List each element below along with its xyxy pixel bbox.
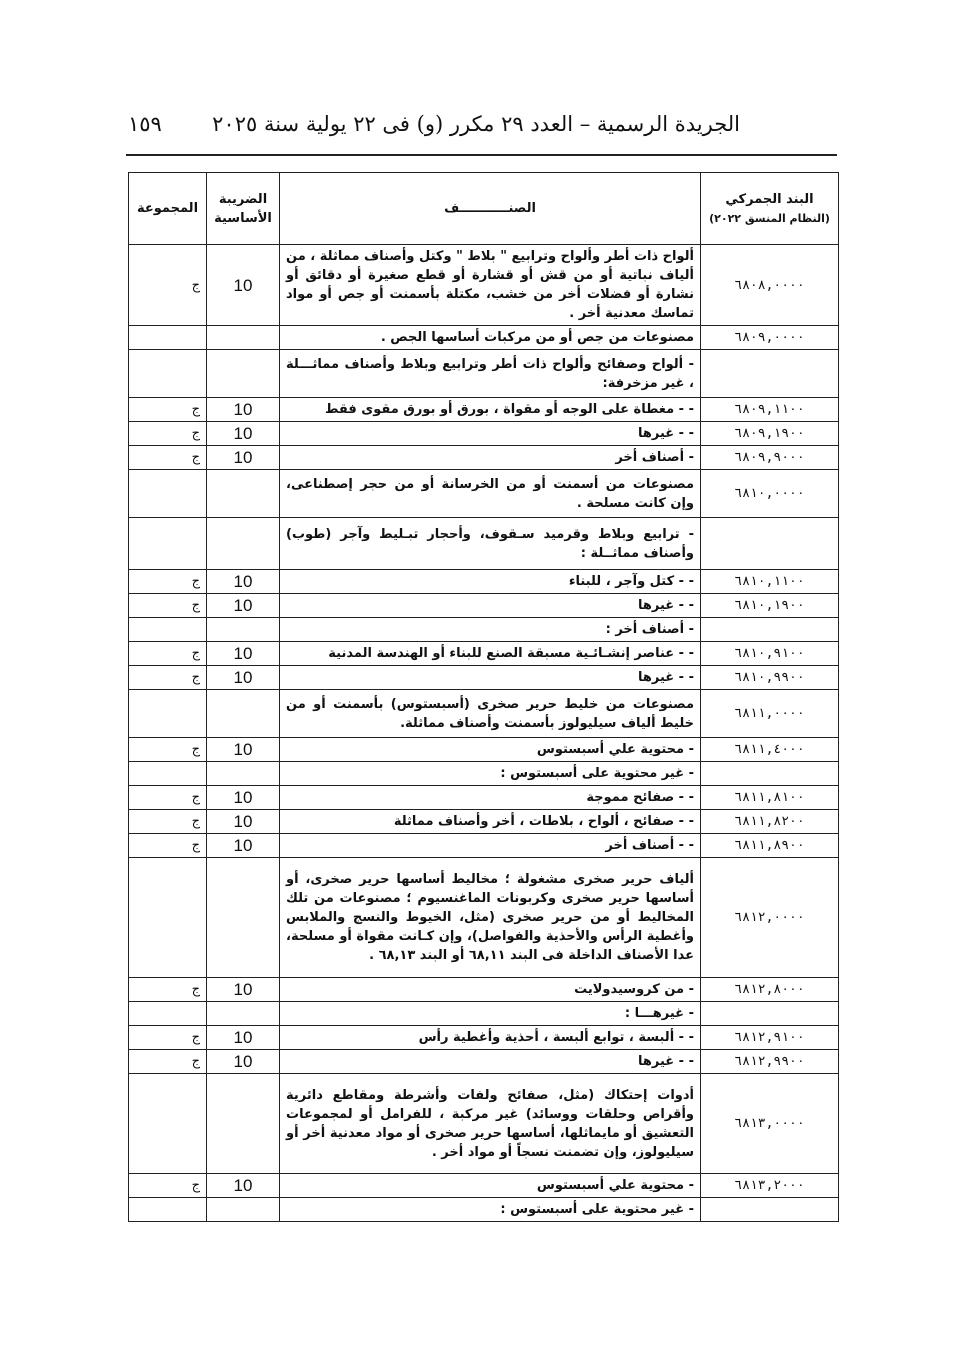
tariff-code: ٦٨١١,٨٩٠٠ bbox=[701, 834, 839, 858]
basic-duty: 10 bbox=[207, 1026, 280, 1050]
tariff-code: ٦٨٠٨,٠٠٠٠ bbox=[701, 245, 839, 326]
item-description: - غيرهـــا : bbox=[280, 1002, 701, 1026]
group-code: ج bbox=[129, 810, 207, 834]
tariff-code: ٦٨١٣,٢٠٠٠ bbox=[701, 1174, 839, 1198]
group-code: ج bbox=[129, 834, 207, 858]
basic-duty: 10 bbox=[207, 398, 280, 422]
table-row bbox=[129, 666, 839, 690]
group-code: ج bbox=[129, 786, 207, 810]
table-row bbox=[129, 762, 839, 786]
basic-duty: 10 bbox=[207, 422, 280, 446]
header-group: المجموعة bbox=[129, 173, 207, 245]
basic-duty: 10 bbox=[207, 810, 280, 834]
header-duty-line1: الضريبة bbox=[218, 191, 268, 207]
table-row bbox=[129, 1198, 839, 1222]
group-code: ج bbox=[129, 1174, 207, 1198]
item-description: أدوات إحتكاك (مثل، صفائح ولفات وأشرطة ومقاطع دائرية وأقراص وحلقات ووسائد) غير مركبة ، للفرامل أو لمجموعات التعشيق أو مايماثلها، أساسها حرير صخرى أو مواد معدنية أخر أو سيليولوز، وإن تضمنت نسجاً أو مواد أخر . bbox=[280, 1074, 701, 1174]
tariff-code: ٦٨١٢,٩١٠٠ bbox=[701, 1026, 839, 1050]
basic-duty: 10 bbox=[207, 245, 280, 326]
group-code bbox=[129, 518, 207, 570]
header-code-line2: (النظام المنسق ٢٠٢٢) bbox=[709, 211, 830, 225]
item-description: - ألواح وصفائح وألواح ذات أطر وترابيع وبلاط وأصناف مماثـــلة ، غير مزخرفة: bbox=[280, 350, 701, 398]
page-number: ١٥٩ bbox=[128, 112, 162, 136]
tariff-code: ٦٨٠٩,٩٠٠٠ bbox=[701, 446, 839, 470]
table-row bbox=[129, 245, 839, 326]
item-description: مصنوعات من جص أو من مركبات أساسها الجص . bbox=[280, 326, 701, 350]
table-row bbox=[129, 1074, 839, 1174]
tariff-code: ٦٨١٢,٩٩٠٠ bbox=[701, 1050, 839, 1074]
item-description: - من كروسيدولايت bbox=[280, 978, 701, 1002]
item-description: - - صفائح مموجة bbox=[280, 786, 701, 810]
tariff-code bbox=[701, 350, 839, 398]
group-code: ج bbox=[129, 1026, 207, 1050]
group-code bbox=[129, 858, 207, 978]
table-row bbox=[129, 834, 839, 858]
tariff-code: ٦٨١٢,٠٠٠٠ bbox=[701, 858, 839, 978]
tariff-code: ٦٨١١,٤٠٠٠ bbox=[701, 738, 839, 762]
basic-duty: 10 bbox=[207, 978, 280, 1002]
table-row bbox=[129, 326, 839, 350]
item-description: - أصناف أخر : bbox=[280, 618, 701, 642]
table-row bbox=[129, 1002, 839, 1026]
tariff-code bbox=[701, 518, 839, 570]
item-description: - محتوية علي أسبستوس bbox=[280, 738, 701, 762]
group-code bbox=[129, 1002, 207, 1026]
tariff-code: ٦٨١٠,٩١٠٠ bbox=[701, 642, 839, 666]
group-code bbox=[129, 618, 207, 642]
item-description: ألياف حرير صخرى مشغولة ؛ مخاليط أساسها حرير صخرى، أو أساسها حرير صخرى وكربونات الماغنسيوم ؛ مصنوعات من تلك المخاليط أو من حرير صخرى (مثل، الخيوط والنسج والملابس وأغطية الرأس والأحذية والفواصل)، وإن كـانت مقواة أو مسلحة، عدا الأصناف الداخلة فى البند ٦٨,١١ أو البند ٦٨,١٣ . bbox=[280, 858, 701, 978]
group-code: ج bbox=[129, 594, 207, 618]
item-description: - ترابيع وبلاط وقرميد سـقوف، وأحجار تبـليط وآجر (طوب) وأصناف مماثــلة : bbox=[280, 518, 701, 570]
tariff-code: ٦٨٠٩,١١٠٠ bbox=[701, 398, 839, 422]
tariff-code: ٦٨١٠,٩٩٠٠ bbox=[701, 666, 839, 690]
tariff-code bbox=[701, 1198, 839, 1222]
group-code: ج bbox=[129, 245, 207, 326]
item-description: - - غيرها bbox=[280, 594, 701, 618]
table-row bbox=[129, 786, 839, 810]
header-duty bbox=[207, 173, 280, 245]
table-row bbox=[129, 594, 839, 618]
group-code bbox=[129, 690, 207, 738]
group-code bbox=[129, 1074, 207, 1174]
group-code bbox=[129, 470, 207, 518]
header-code-line1: البند الجمركي bbox=[725, 191, 814, 207]
tariff-code: ٦٨١١,٨١٠٠ bbox=[701, 786, 839, 810]
tariff-code: ٦٨١٣,٠٠٠٠ bbox=[701, 1074, 839, 1174]
basic-duty: 10 bbox=[207, 446, 280, 470]
table-row bbox=[129, 1026, 839, 1050]
table-row bbox=[129, 978, 839, 1002]
tariff-code: ٦٨١٠,١٩٠٠ bbox=[701, 594, 839, 618]
table-header-row bbox=[129, 173, 839, 245]
table-row bbox=[129, 518, 839, 570]
basic-duty bbox=[207, 762, 280, 786]
item-description: - - كتل وآجر ، للبناء bbox=[280, 570, 701, 594]
basic-duty: 10 bbox=[207, 666, 280, 690]
tariff-code bbox=[701, 1002, 839, 1026]
basic-duty bbox=[207, 350, 280, 398]
table-row bbox=[129, 470, 839, 518]
header-rule bbox=[126, 154, 837, 156]
table-row bbox=[129, 618, 839, 642]
table-row bbox=[129, 642, 839, 666]
table-row bbox=[129, 446, 839, 470]
header-code bbox=[701, 173, 839, 245]
group-code bbox=[129, 762, 207, 786]
group-code: ج bbox=[129, 642, 207, 666]
item-description: - - عناصر إنشـائـية مسبقة الصنع للبناء أو الهندسة المدنية bbox=[280, 642, 701, 666]
item-description: - - مغطاة على الوجه أو مقواة ، بورق أو بورق مقوى فقط bbox=[280, 398, 701, 422]
item-description: - - غيرها bbox=[280, 1050, 701, 1074]
header-description: الصنـــــــــــف bbox=[280, 173, 701, 245]
table-row bbox=[129, 858, 839, 978]
tariff-code: ٦٨١٢,٨٠٠٠ bbox=[701, 978, 839, 1002]
basic-duty: 10 bbox=[207, 1050, 280, 1074]
basic-duty: 10 bbox=[207, 570, 280, 594]
basic-duty: 10 bbox=[207, 738, 280, 762]
tariff-code: ٦٨١٠,٠٠٠٠ bbox=[701, 470, 839, 518]
group-code: ج bbox=[129, 446, 207, 470]
basic-duty: 10 bbox=[207, 786, 280, 810]
tariff-code: ٦٨١١,٠٠٠٠ bbox=[701, 690, 839, 738]
item-description: - أصناف أخر bbox=[280, 446, 701, 470]
tariff-table bbox=[128, 172, 839, 1222]
item-description: - - أصناف أخر bbox=[280, 834, 701, 858]
basic-duty bbox=[207, 1198, 280, 1222]
basic-duty bbox=[207, 618, 280, 642]
item-description: ألواح ذات أطر وألواح وترابيع " بلاط " وكتل وأصناف مماثلة ، من ألياف نباتية أو من قش أو قشارة أو قطع صغيرة أو دقائق أو نشارة أو فضلات أخر من خشب، مكتلة بأسمنت أو جص أو مواد تماسك معدنية أخر . bbox=[280, 245, 701, 326]
item-description: - - غيرها bbox=[280, 422, 701, 446]
table-row bbox=[129, 1050, 839, 1074]
group-code: ج bbox=[129, 666, 207, 690]
basic-duty: 10 bbox=[207, 834, 280, 858]
table-row bbox=[129, 1174, 839, 1198]
item-description: - - غيرها bbox=[280, 666, 701, 690]
group-code: ج bbox=[129, 978, 207, 1002]
group-code bbox=[129, 350, 207, 398]
table-row bbox=[129, 810, 839, 834]
table-row bbox=[129, 350, 839, 398]
item-description: - غير محتوية على أسبستوس : bbox=[280, 1198, 701, 1222]
item-description: مصنوعات من خليط حرير صخرى (أسبستوس) بأسمنت أو من خليط ألياف سيليولوز بأسمنت وأصناف مماثلة. bbox=[280, 690, 701, 738]
group-code: ج bbox=[129, 738, 207, 762]
tariff-code: ٦٨١١,٨٢٠٠ bbox=[701, 810, 839, 834]
gazette-title: الجريدة الرسمية – العدد ٢٩ مكرر (و) فى ٢٢ يولية سنة ٢٠٢٥ bbox=[212, 112, 740, 136]
table-row bbox=[129, 422, 839, 446]
basic-duty: 10 bbox=[207, 642, 280, 666]
table-row bbox=[129, 690, 839, 738]
item-description: مصنوعات من أسمنت أو من الخرسانة أو من حجر إصطناعى، وإن كانت مسلحة . bbox=[280, 470, 701, 518]
basic-duty bbox=[207, 690, 280, 738]
group-code: ج bbox=[129, 570, 207, 594]
item-description: - غير محتوية على أسبستوس : bbox=[280, 762, 701, 786]
item-description: - - ألبسة ، توابع ألبسة ، أحذية وأغطية رأس bbox=[280, 1026, 701, 1050]
table-row bbox=[129, 398, 839, 422]
group-code: ج bbox=[129, 398, 207, 422]
group-code bbox=[129, 1198, 207, 1222]
group-code: ج bbox=[129, 1050, 207, 1074]
table-row bbox=[129, 570, 839, 594]
group-code bbox=[129, 326, 207, 350]
tariff-code: ٦٨١٠,١١٠٠ bbox=[701, 570, 839, 594]
basic-duty bbox=[207, 1002, 280, 1026]
basic-duty bbox=[207, 326, 280, 350]
basic-duty: 10 bbox=[207, 1174, 280, 1198]
tariff-code bbox=[701, 618, 839, 642]
basic-duty bbox=[207, 858, 280, 978]
table-row bbox=[129, 738, 839, 762]
basic-duty bbox=[207, 1074, 280, 1174]
header-duty-line2: الأساسية bbox=[214, 210, 272, 226]
tariff-code: ٦٨٠٩,١٩٠٠ bbox=[701, 422, 839, 446]
tariff-code: ٦٨٠٩,٠٠٠٠ bbox=[701, 326, 839, 350]
item-description: - محتوية علي أسبستوس bbox=[280, 1174, 701, 1198]
group-code: ج bbox=[129, 422, 207, 446]
tariff-code bbox=[701, 762, 839, 786]
page-header bbox=[128, 104, 740, 144]
basic-duty bbox=[207, 470, 280, 518]
basic-duty: 10 bbox=[207, 594, 280, 618]
item-description: - - صفائح ، ألواح ، بلاطات ، أخر وأصناف مماثلة bbox=[280, 810, 701, 834]
basic-duty bbox=[207, 518, 280, 570]
